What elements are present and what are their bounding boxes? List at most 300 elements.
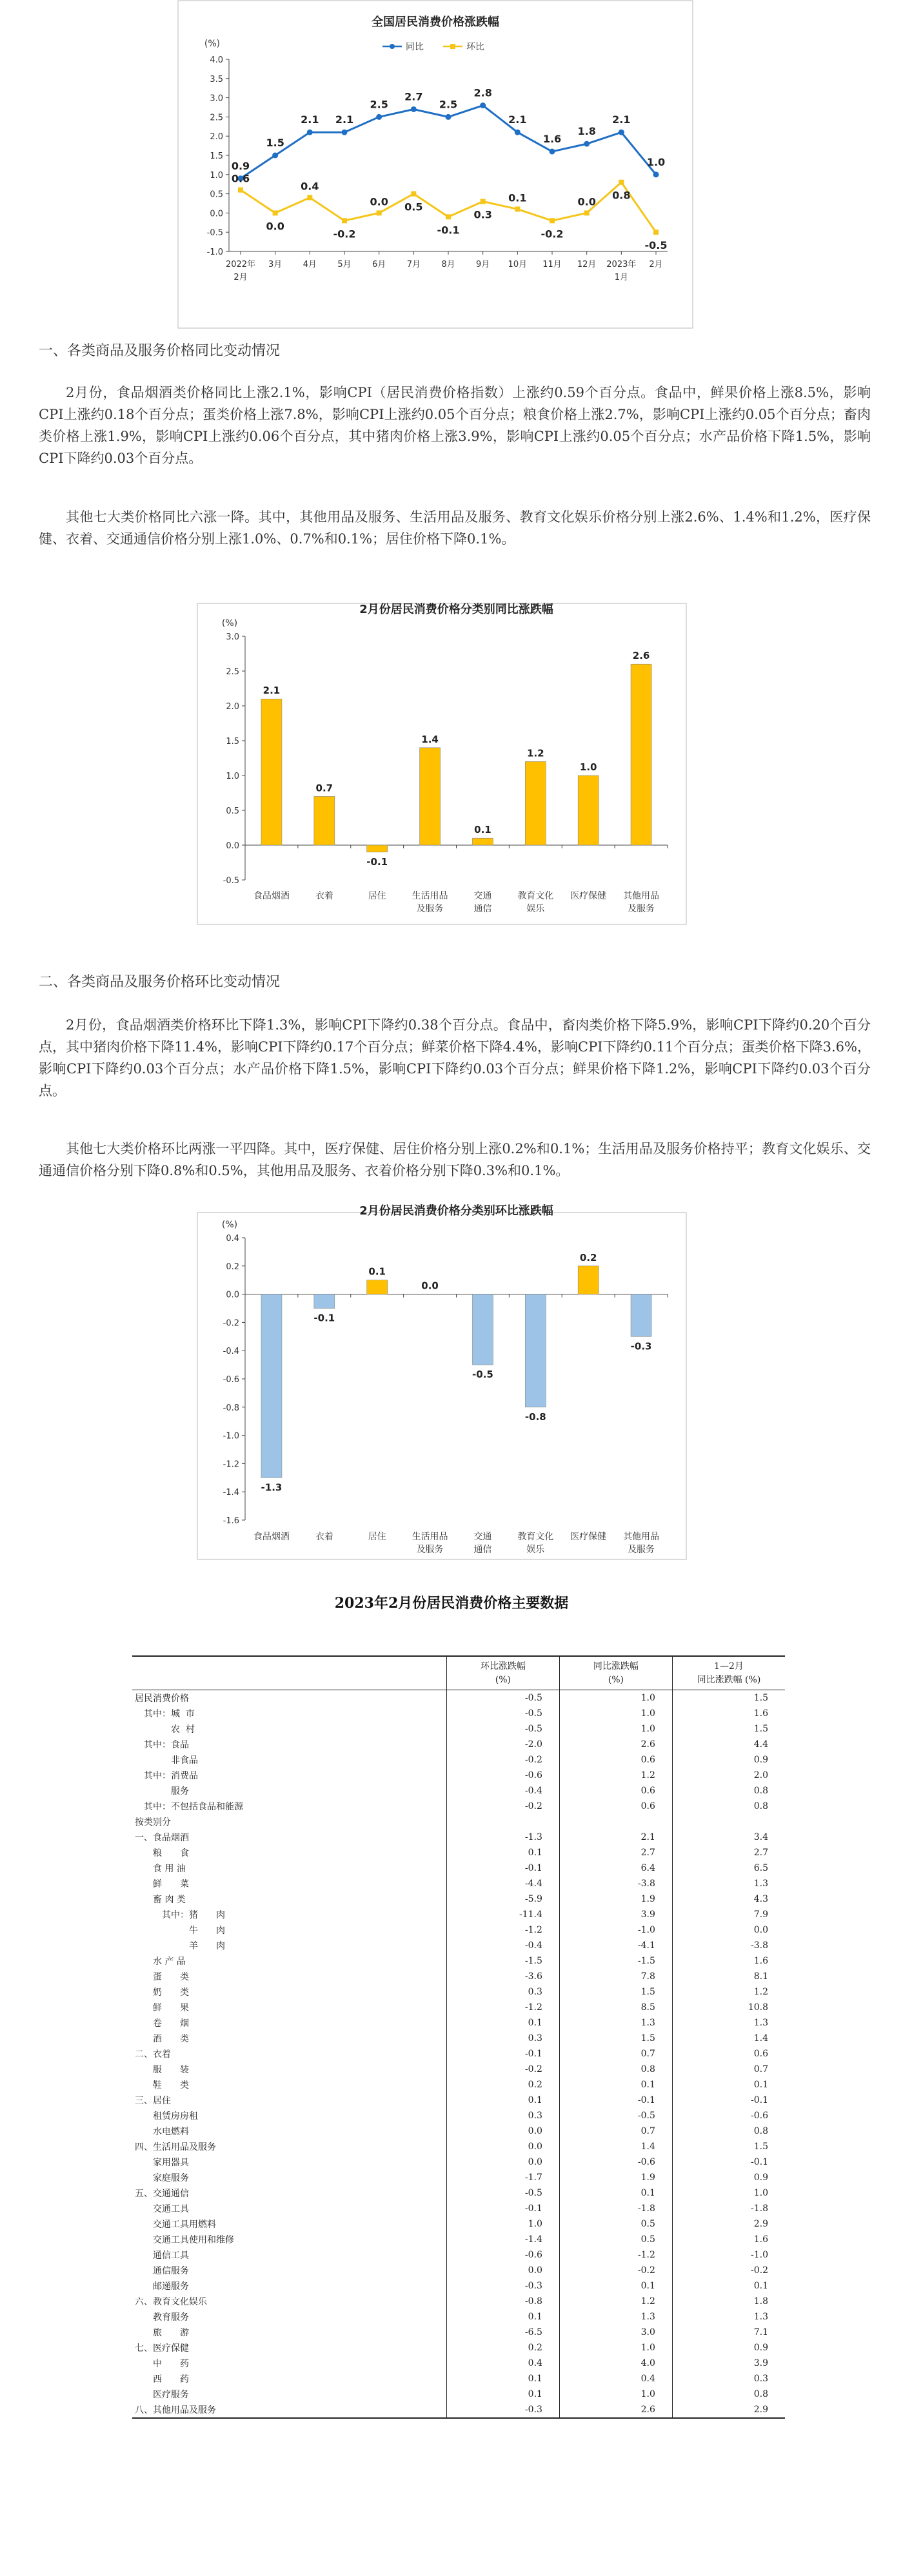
table-cell-value: 0.6 <box>559 1799 672 1814</box>
data-label-mom: -0.1 <box>437 224 460 237</box>
table-cell-label: 服 装 <box>132 2062 446 2077</box>
table-cell-label: 五、交通通信 <box>132 2185 446 2201</box>
section-2-heading: 二、各类商品及服务价格环比变动情况 <box>39 974 281 990</box>
table-row <box>132 1907 785 1922</box>
y-axis-unit: (%) <box>204 39 221 49</box>
table-cell-value: 0.8 <box>753 2389 768 2399</box>
table-cell-value: -0.2 <box>446 1752 559 1768</box>
table-row <box>132 1891 785 1907</box>
category-label: 食品烟酒 <box>253 1532 290 1542</box>
bar <box>261 1294 282 1478</box>
table-cell-value: 1.5 <box>753 2142 768 2152</box>
table-cell-value: 0.0 <box>446 2154 559 2170</box>
table-cell-value: 2.9 <box>672 2402 785 2418</box>
x-tick-label: 12月 <box>577 260 597 269</box>
data-point-mom <box>515 206 520 211</box>
table-cell-value: 0.7 <box>753 2064 768 2074</box>
table-cell-label: 教育服务 <box>132 2309 446 2325</box>
table-cell-label: 旅 游 <box>132 2325 446 2340</box>
y-tick-label: -0.4 <box>223 1347 239 1357</box>
data-label-mom: 0.1 <box>508 191 527 204</box>
table-cell-value: 1.8 <box>753 2296 768 2307</box>
table-cell-value: 1.2 <box>753 1987 768 1997</box>
table-cell-value: -0.4 <box>446 1783 559 1799</box>
data-label-yoy: 0.9 <box>231 159 250 172</box>
table-cell-label: 其中：不包括食品和能源 <box>132 1799 446 1814</box>
table-cell-value: 1.9 <box>559 1891 672 1907</box>
data-label-mom: 0.3 <box>473 208 492 221</box>
y-tick-label: -1.0 <box>206 248 223 257</box>
data-point-mom <box>584 210 590 215</box>
y-tick-label: 0.0 <box>226 841 239 851</box>
data-point-mom <box>653 229 659 235</box>
bar-value-label: -0.5 <box>472 1369 493 1381</box>
mom-bar-chart-svg <box>197 1204 687 1560</box>
bar-value-label: -0.1 <box>313 1312 335 1324</box>
data-point-yoy <box>342 130 348 135</box>
table-cell-value: 6.5 <box>753 1863 768 1873</box>
table-cell-value: 1.5 <box>753 1693 768 1703</box>
y-tick-label: 1.5 <box>210 151 223 161</box>
data-label-yoy: 2.7 <box>404 90 423 103</box>
category-label: 衣着 <box>315 891 333 901</box>
bar <box>525 1294 546 1407</box>
x-tick-label: 3月 <box>268 260 283 269</box>
bar <box>314 796 335 845</box>
table-cell-label: 水 产 品 <box>132 1953 446 1969</box>
bar <box>578 1266 599 1294</box>
table-cell-label: 西 药 <box>132 2371 446 2386</box>
table-cell-value: -0.8 <box>446 2294 559 2309</box>
data-label-mom: 0.0 <box>577 195 596 208</box>
table-cell-value: 1.3 <box>559 2015 672 2031</box>
bar-value-label: 0.2 <box>579 1251 597 1264</box>
table-cell-value: 0.4 <box>446 2356 559 2371</box>
section-1-heading: 一、各类商品及服务价格同比变动情况 <box>39 343 281 359</box>
table-cell-value: 1.3 <box>753 2018 768 2028</box>
table-cell-value: 4.4 <box>753 1739 768 1750</box>
table-cell-value: 0.1 <box>446 2386 559 2402</box>
table-cell-value: 1.6 <box>753 2234 768 2245</box>
y-tick-label: 0.5 <box>210 190 223 200</box>
mom-bar-chart <box>197 1204 687 1560</box>
table-cell-value: 0.5 <box>559 2232 672 2247</box>
bar-value-label: 1.4 <box>421 733 439 745</box>
data-point-yoy <box>550 149 555 155</box>
table-cell-label: 其中：消费品 <box>132 1768 446 1783</box>
table-row <box>132 2201 785 2216</box>
table-row <box>132 1783 785 1799</box>
table-cell-label: 三、居住 <box>132 2093 446 2108</box>
bar-value-label: -0.1 <box>366 855 388 868</box>
table-cell-value: 0.6 <box>753 2049 768 2059</box>
table-cell-value: 1.6 <box>753 1956 768 1966</box>
table-cell-value: 2.6 <box>559 2402 672 2418</box>
table-row <box>132 1922 785 1938</box>
table-row <box>132 2325 785 2340</box>
table-row <box>132 2278 785 2294</box>
table-row <box>132 2309 785 2325</box>
table-cell-value: -0.4 <box>446 1938 559 1953</box>
table-row <box>132 2154 785 2170</box>
x-tick-label: 7月 <box>406 260 421 269</box>
y-axis-unit: (%) <box>221 1220 238 1230</box>
y-tick-label: 1.0 <box>226 772 239 781</box>
data-label-mom: -0.2 <box>333 228 356 240</box>
table-cell-value: 0.8 <box>753 2126 768 2136</box>
category-label: 食品烟酒 <box>253 891 290 901</box>
table-row <box>132 2000 785 2015</box>
data-label-yoy: 1.6 <box>542 133 562 146</box>
x-tick-label: 5月 <box>337 260 352 269</box>
table-cell-value: 1.5 <box>559 2031 672 2046</box>
table-cell-label: 交通工具使用和维修 <box>132 2232 446 2247</box>
category-label: 通信 <box>473 904 492 914</box>
bar-value-label: 0.1 <box>368 1265 386 1278</box>
yoy-bar-chart <box>197 603 687 925</box>
table-header-label <box>132 1656 446 1690</box>
table-row <box>132 2371 785 2386</box>
table-row <box>132 2232 785 2247</box>
table-cell-value: 0.1 <box>559 2077 672 2093</box>
x-tick-label: 8月 <box>441 260 455 269</box>
section-2-paragraph-2: 其他七大类价格环比两涨一平四降。其中，医疗保健、居住价格分别上涨0.2%和0.1%；生活用品及服务价格持平；教育文化娱乐、交通通信价格分别下降0.8%和0.5%，其他用品及服务、衣着价格分别下降0.3%和0.1%。 <box>39 1141 871 1178</box>
table-cell-value: -0.2 <box>751 2265 768 2276</box>
data-label-mom: -0.2 <box>541 228 564 240</box>
table-cell-value: -0.5 <box>446 1690 559 1706</box>
table-cell-value: 1.0 <box>446 2216 559 2232</box>
table-cell-value: -1.2 <box>446 2000 559 2015</box>
table-cell-label: 医疗服务 <box>132 2386 446 2402</box>
category-label: 居住 <box>368 891 386 901</box>
data-point-mom <box>446 214 451 219</box>
table-cell-value: -0.6 <box>559 2154 672 2170</box>
table-cell-value: 7.8 <box>559 1969 672 1984</box>
x-tick-label: 1月 <box>614 273 628 282</box>
table-cell-value: 1.0 <box>559 2386 672 2402</box>
table-cell-value: 1.2 <box>559 2294 672 2309</box>
category-label: 交通 <box>473 891 492 901</box>
table-header-ytd: 1—2月 同比涨跌幅 (%) <box>672 1656 785 1690</box>
bar <box>631 1294 651 1337</box>
table-cell-value <box>559 1814 672 1830</box>
data-label-yoy: 2.1 <box>508 113 527 126</box>
category-label: 衣着 <box>315 1532 333 1542</box>
bar-value-label: -0.3 <box>630 1340 652 1352</box>
y-tick-label: 0.5 <box>226 806 239 816</box>
table-cell-value: -0.1 <box>751 2157 768 2167</box>
table-cell-value: 0.8 <box>753 1801 768 1811</box>
table-cell-value: 1.5 <box>753 1724 768 1734</box>
table-row <box>132 2062 785 2077</box>
table-cell-value: 1.3 <box>559 2309 672 2325</box>
bar <box>261 699 282 845</box>
table-row <box>132 1953 785 1969</box>
bar <box>578 776 599 845</box>
table-cell-value: 1.3 <box>753 2312 768 2322</box>
table-cell-label: 非食品 <box>132 1752 446 1768</box>
table-cell-value: -0.3 <box>446 2402 559 2418</box>
table-cell-label: 居民消费价格 <box>132 1690 446 1706</box>
table-row <box>132 1814 785 1830</box>
table-cell-label: 四、生活用品及服务 <box>132 2139 446 2154</box>
table-cell-value: 0.1 <box>446 2093 559 2108</box>
table-cell-value: 0.1 <box>446 2309 559 2325</box>
table-cell-value: 1.4 <box>559 2139 672 2154</box>
table-cell-value: -2.0 <box>446 1737 559 1752</box>
table-cell-value: 3.0 <box>559 2325 672 2340</box>
data-point-yoy <box>307 130 313 135</box>
table-cell-value: -0.1 <box>559 2093 672 2108</box>
table-cell-value: 0.1 <box>559 2185 672 2201</box>
y-tick-label: -1.4 <box>223 1488 239 1498</box>
data-label-mom: 0.5 <box>404 200 423 213</box>
category-label: 其他用品 <box>623 891 660 901</box>
table-cell-value: -0.2 <box>559 2263 672 2278</box>
table-cell-value: 0.0 <box>446 2139 559 2154</box>
table-header-mom: 环比涨跌幅 (%) <box>446 1656 559 1690</box>
data-point-mom <box>481 199 486 204</box>
table-cell-value: 0.1 <box>753 2281 768 2291</box>
table-cell-value: 2.6 <box>559 1737 672 1752</box>
table-cell-value: -0.2 <box>446 1799 559 1814</box>
table-cell-value: 3.4 <box>753 1832 768 1842</box>
data-point-yoy <box>480 102 486 108</box>
y-tick-label: 0.0 <box>226 1290 239 1300</box>
table-cell-label: 奶 类 <box>132 1984 446 2000</box>
section-2-paragraph-1: 2月份，食品烟酒类价格环比下降1.3%，影响CPI下降约0.38个百分点。食品中，畜肉类价格下降5.9%，影响CPI下降约0.20个百分点，其中猪肉价格下降11.4%，影响CPI下降约0.17个百分点；鲜菜价格下降4.4%，影响CPI下降约0.11个百分点；蛋类价格下降3.6%，影响CPI下降约0.03个百分点；水产品价格下降1.5%，影响CPI下降约0.03个百分点；鲜果价格下降1.2%，影响CPI下降约0.03个百分点。 <box>39 1017 871 1098</box>
table-row <box>132 2108 785 2123</box>
table-cell-label: 鲜 菜 <box>132 1876 446 1891</box>
table-cell-label: 家庭服务 <box>132 2170 446 2185</box>
category-label: 居住 <box>368 1532 386 1542</box>
y-tick-label: -0.6 <box>223 1375 239 1385</box>
table-cell-value: -1.8 <box>559 2201 672 2216</box>
table-cell-value: 0.3 <box>446 2031 559 2046</box>
data-label-yoy: 1.5 <box>266 137 284 149</box>
bar-value-label: 0.0 <box>421 1280 439 1292</box>
table-cell-label: 酒 类 <box>132 2031 446 2046</box>
category-label: 交通 <box>473 1532 492 1542</box>
table-cell-label: 租赁房房租 <box>132 2108 446 2123</box>
table-row <box>132 1768 785 1783</box>
table-row <box>132 2093 785 2108</box>
x-tick-label: 2023年 <box>606 260 637 269</box>
table-cell-value: 0.1 <box>446 2015 559 2031</box>
table-cell-value: 0.7 <box>559 2123 672 2139</box>
table-cell-value: 8.5 <box>559 2000 672 2015</box>
section-1-paragraph-2: 其他七大类价格同比六涨一降。其中，其他用品及服务、生活用品及服务、教育文化娱乐价格分别上涨2.6%、1.4%和1.2%，医疗保健、衣着、交通通信价格分别上涨1.0%、0.7%和0.1%；居住价格下降0.1%。 <box>39 509 871 547</box>
table-cell-label: 牛 肉 <box>132 1922 446 1938</box>
y-tick-label: 0.2 <box>226 1262 239 1272</box>
table-cell-label: 羊 肉 <box>132 1938 446 1953</box>
cpi-line-chart-svg <box>177 0 693 329</box>
x-tick-label: 11月 <box>542 260 562 269</box>
table-cell-value: 3.9 <box>753 2358 768 2368</box>
table-cell-label: 其中：城 市 <box>132 1706 446 1721</box>
table-cell-label: 粮 食 <box>132 1845 446 1860</box>
bar-value-label: 0.7 <box>315 782 333 794</box>
table-row <box>132 2077 785 2093</box>
table-cell-label: 水电燃料 <box>132 2123 446 2139</box>
table-cell-value: 0.3 <box>446 1984 559 2000</box>
table-cell-value: -3.6 <box>446 1969 559 1984</box>
chart-title: 2月份居民消费价格分类别环比涨跌幅 <box>359 1204 553 1218</box>
data-label-yoy: 2.8 <box>473 86 492 99</box>
x-tick-label: 9月 <box>476 260 490 269</box>
category-label: 教育文化 <box>517 1532 554 1542</box>
y-tick-label: 0.4 <box>226 1234 239 1244</box>
data-point-mom <box>307 195 312 200</box>
bar-value-label: -0.8 <box>524 1410 546 1423</box>
table-cell-value: 0.0 <box>446 2263 559 2278</box>
table-cell-value: -1.4 <box>446 2232 559 2247</box>
bar <box>367 1280 388 1294</box>
x-tick-label: 6月 <box>372 260 386 269</box>
data-point-yoy <box>272 153 278 159</box>
chart-title: 2月份居民消费价格分类别同比涨跌幅 <box>359 603 553 616</box>
table-cell-value: 1.2 <box>559 1768 672 1783</box>
table-cell-value: -0.5 <box>446 1706 559 1721</box>
category-label: 娱乐 <box>526 1545 545 1555</box>
bar <box>367 845 388 852</box>
table-cell-value: -0.2 <box>446 2062 559 2077</box>
table-header-row <box>132 1656 785 1690</box>
section-1-paragraph-1: 2月份，食品烟酒类价格同比上涨2.1%，影响CPI（居民消费价格指数）上涨约0.59个百分点。食品中，鲜果价格上涨8.5%，影响CPI上涨约0.18个百分点；蛋类价格上涨7.8%，影响CPI上涨约0.05个百分点；粮食价格上涨2.7%，影响CPI上涨约0.05个百分点；畜肉类价格上涨1.9%，影响CPI上涨约0.06个百分点，其中猪肉价格上涨3.9%，影响CPI上涨约0.05个百分点；水产品价格下降1.5%，影响CPI下降约0.03个百分点。 <box>39 385 871 466</box>
table-cell-value: 2.0 <box>753 1770 768 1781</box>
bar <box>314 1294 335 1309</box>
table-cell-value: -1.2 <box>559 2247 672 2263</box>
table-cell-value: -4.4 <box>446 1876 559 1891</box>
table-row <box>132 1860 785 1876</box>
category-label: 及服务 <box>416 904 444 914</box>
table-cell-value: -3.8 <box>751 1940 768 1951</box>
table-cell-value: 2.7 <box>753 1848 768 1858</box>
table-cell-label: 交通工具用燃料 <box>132 2216 446 2232</box>
yoy-bar-chart-svg <box>197 603 687 925</box>
y-tick-label: -0.5 <box>223 876 239 886</box>
y-tick-label: -1.2 <box>223 1459 239 1470</box>
y-tick-label: 2.0 <box>226 702 239 712</box>
table-cell-value: 1.5 <box>559 1984 672 2000</box>
data-point-yoy <box>446 114 452 120</box>
table-cell-label: 按类别分 <box>132 1814 446 1830</box>
table-cell-value <box>446 1814 559 1830</box>
table-cell-value: 1.0 <box>559 1706 672 1721</box>
x-tick-label: 2月 <box>233 273 248 282</box>
table-row <box>132 2247 785 2263</box>
table-cell-value: -4.1 <box>559 1938 672 1953</box>
table-row <box>132 2185 785 2201</box>
table-cell-label: 中 药 <box>132 2356 446 2371</box>
table-cell-label: 鞋 类 <box>132 2077 446 2093</box>
table-cell-value: -0.1 <box>751 2095 768 2105</box>
category-label: 生活用品 <box>412 1532 448 1542</box>
bar-value-label: -1.3 <box>261 1481 283 1494</box>
legend-label-0: 同比 <box>406 42 424 52</box>
table-cell-value: 0.2 <box>446 2340 559 2356</box>
table-cell-value: 0.0 <box>753 1925 768 1935</box>
y-tick-label: -0.8 <box>223 1403 239 1413</box>
data-point-yoy <box>653 171 659 177</box>
category-label: 教育文化 <box>517 891 554 901</box>
table-cell-value: -0.5 <box>446 1721 559 1737</box>
table-cell-value: -11.4 <box>446 1907 559 1922</box>
table-cell-value: 0.6 <box>559 1783 672 1799</box>
data-label-yoy: 1.8 <box>577 125 596 138</box>
category-label: 通信 <box>473 1545 492 1555</box>
table-cell-value: 0.7 <box>559 2046 672 2062</box>
table-cell-label: 畜 肉 类 <box>132 1891 446 1907</box>
table-row <box>132 1845 785 1860</box>
x-tick-label: 4月 <box>303 260 317 269</box>
table-cell-value: 0.5 <box>559 2216 672 2232</box>
table-row <box>132 1752 785 1768</box>
table-cell-value: 1.0 <box>559 1690 672 1706</box>
table-cell-label: 八、其他用品及服务 <box>132 2402 446 2418</box>
table-cell-value: 1.6 <box>753 1708 768 1719</box>
table-cell-label: 服务 <box>132 1783 446 1799</box>
table-cell-value: 0.1 <box>559 2278 672 2294</box>
y-tick-label: -0.2 <box>223 1318 239 1329</box>
y-tick-label: 4.0 <box>210 55 223 65</box>
cpi-data-table <box>132 1655 785 2419</box>
table-cell-value: -1.8 <box>751 2203 768 2214</box>
table-cell-value: 1.9 <box>559 2170 672 2185</box>
bar-value-label: 1.0 <box>579 761 597 773</box>
table-row <box>132 2031 785 2046</box>
table-cell-value: 4.3 <box>753 1894 768 1904</box>
data-label-mom: 0.4 <box>301 180 319 193</box>
table-row <box>132 1706 785 1721</box>
table-row <box>132 2402 785 2418</box>
y-tick-label: 1.0 <box>210 170 223 181</box>
bar-value-label: 0.1 <box>474 824 491 836</box>
table-cell-label: 蛋 类 <box>132 1969 446 1984</box>
table-row <box>132 2294 785 2309</box>
table-cell-value: -1.5 <box>559 1953 672 1969</box>
y-tick-label: -1.0 <box>223 1431 239 1441</box>
chart-title: 全国居民消费价格涨跌幅 <box>372 15 499 29</box>
table-cell-value: 1.0 <box>559 1721 672 1737</box>
y-tick-label: 2.0 <box>210 132 223 142</box>
data-label-yoy: 2.5 <box>370 98 388 111</box>
table-cell-value: 0.1 <box>446 2371 559 2386</box>
category-label: 医疗保健 <box>570 1532 607 1542</box>
data-label-mom: -0.5 <box>644 239 668 252</box>
table-cell-value: 0.8 <box>559 2062 672 2077</box>
table-row <box>132 1969 785 1984</box>
table-row <box>132 2170 785 2185</box>
y-axis-unit: (%) <box>221 618 238 629</box>
table-cell-value: -1.0 <box>751 2250 768 2260</box>
table-cell-value: -1.5 <box>446 1953 559 1969</box>
table-cell-value: 6.4 <box>559 1860 672 1876</box>
table-cell-value: 0.2 <box>446 2077 559 2093</box>
table-cell-value: 1.0 <box>559 2340 672 2356</box>
y-tick-label: -1.6 <box>223 1516 239 1526</box>
y-tick-label: 2.5 <box>226 667 239 677</box>
table-cell-value: 3.9 <box>559 1907 672 1922</box>
data-point-yoy <box>411 106 417 112</box>
table-cell-value: 2.1 <box>559 1830 672 1845</box>
table-cell-value: 2.7 <box>559 1845 672 1860</box>
table-row <box>132 2139 785 2154</box>
table-cell-value: 0.4 <box>559 2371 672 2386</box>
table-cell-label: 邮递服务 <box>132 2278 446 2294</box>
data-point-yoy <box>584 141 590 147</box>
table-cell-value: -3.8 <box>559 1876 672 1891</box>
